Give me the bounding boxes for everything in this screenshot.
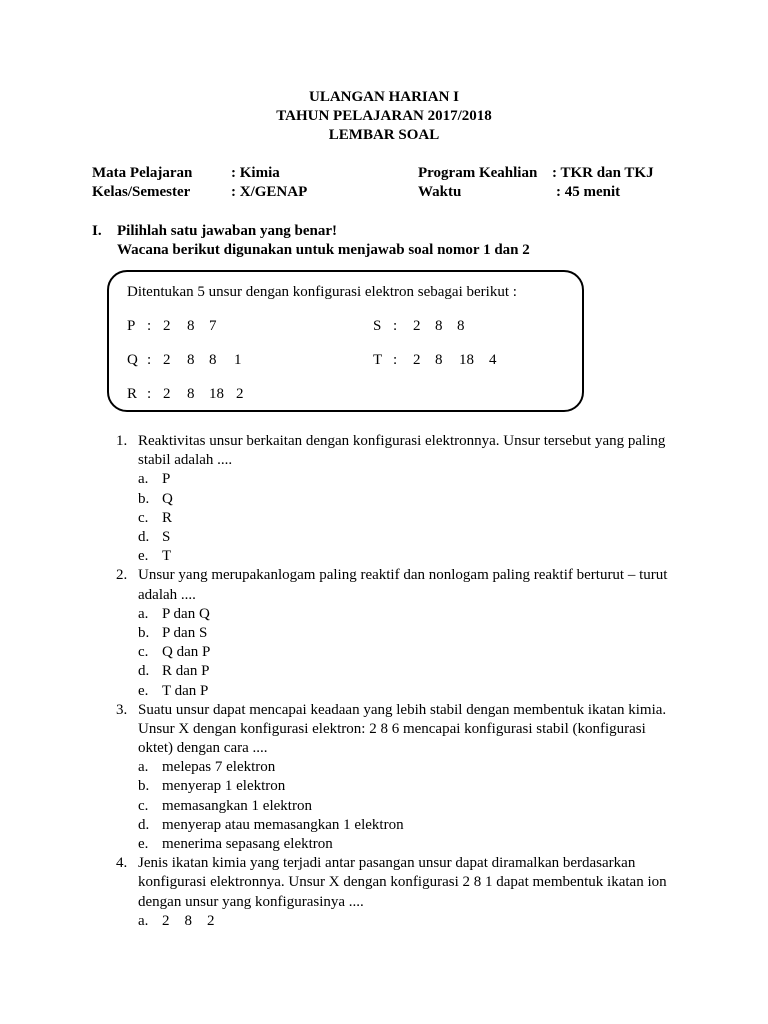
config-value: 8 <box>435 318 443 334</box>
option-letter: b. <box>138 490 150 507</box>
exam-title: ULANGAN HARIAN I <box>308 89 459 105</box>
answer-option[interactable] <box>138 528 676 547</box>
option-letter: d. <box>138 816 150 833</box>
question-number: 2. <box>116 567 128 584</box>
config-value: 7 <box>209 318 217 334</box>
passage-box <box>107 270 584 412</box>
option-text: R dan P <box>162 663 210 680</box>
config-value: 4 <box>489 352 497 368</box>
answer-option[interactable] <box>138 797 676 816</box>
option-text: memasangkan 1 elektron <box>162 797 312 814</box>
option-text: 2 8 2 <box>162 912 215 929</box>
answer-option[interactable] <box>138 912 676 931</box>
element-symbol: T <box>373 352 383 368</box>
program-label: Program Keahlian <box>418 165 538 181</box>
option-letter: a. <box>138 605 149 622</box>
answer-option[interactable] <box>138 662 676 681</box>
option-text: P <box>162 471 171 488</box>
option-text: menyerap atau memasangkan 1 elektron <box>162 816 404 833</box>
academic-year: TAHUN PELAJARAN 2017/2018 <box>276 108 492 124</box>
config-value: 2 <box>236 386 244 402</box>
subject-label: Mata Pelajaran <box>92 165 193 181</box>
time-value: : 45 menit <box>556 184 621 200</box>
config-value: 8 <box>187 386 195 402</box>
element-symbol: P <box>127 318 136 334</box>
option-letter: b. <box>138 624 150 641</box>
config-value: 8 <box>457 318 465 334</box>
program-value: : TKR dan TKJ <box>552 165 654 181</box>
config-value: 2 <box>163 318 171 334</box>
option-letter: c. <box>138 509 149 526</box>
option-text: menerima sepasang elektron <box>162 836 333 853</box>
option-letter: e. <box>138 548 149 565</box>
option-text: Q dan P <box>162 644 211 661</box>
class-label: Kelas/Semester <box>92 184 191 200</box>
option-letter: d. <box>138 528 150 545</box>
option-letter: a. <box>138 471 149 488</box>
section-number: I. <box>92 223 102 239</box>
element-symbol: S <box>373 318 382 334</box>
question-4 <box>116 854 676 931</box>
option-text: melepas 7 elektron <box>162 759 276 776</box>
answer-option[interactable] <box>138 605 676 624</box>
config-value: 8 <box>435 352 443 368</box>
answer-option[interactable] <box>138 509 676 528</box>
question-text: Suatu unsur dapat mencapai keadaan yang lebih stabil dengan membentuk ikatan kimia. Unsur X dengan konfigurasi elektron: 2 8 6 mencapai konfigurasi stabil (konfigurasi oktet) dengan cara .... <box>138 701 667 757</box>
option-text: P dan S <box>162 624 208 641</box>
answer-option[interactable] <box>138 682 676 701</box>
element-sep: : <box>393 318 398 334</box>
class-value: : X/GENAP <box>231 184 308 200</box>
config-value: 2 <box>413 318 421 334</box>
config-value: 1 <box>234 352 242 368</box>
option-letter: c. <box>138 644 149 661</box>
element-symbol: R <box>127 386 138 402</box>
time-label: Waktu <box>418 184 462 200</box>
answer-option[interactable] <box>138 624 676 643</box>
option-text: Q <box>162 490 173 507</box>
config-value: 2 <box>413 352 421 368</box>
passage-intro: Ditentukan 5 unsur dengan konfigurasi elektron sebagai berikut : <box>127 284 517 300</box>
config-value: 2 <box>163 386 171 402</box>
config-value: 18 <box>209 386 224 402</box>
option-text: P dan Q <box>162 605 210 622</box>
option-letter: c. <box>138 797 149 814</box>
question-number: 1. <box>116 433 128 449</box>
element-symbol: Q <box>127 352 138 368</box>
config-value: 18 <box>459 352 474 368</box>
question-list <box>116 432 676 931</box>
element-sep: : <box>147 352 152 368</box>
answer-option[interactable] <box>138 490 676 509</box>
question-2 <box>116 566 676 700</box>
element-sep: : <box>147 318 152 334</box>
answer-option[interactable] <box>138 816 676 835</box>
option-text: R <box>162 509 173 526</box>
answer-option[interactable] <box>138 835 676 854</box>
subject-value: : Kimia <box>231 165 280 181</box>
config-value: 8 <box>187 352 195 368</box>
answer-option[interactable] <box>138 777 676 796</box>
option-letter: d. <box>138 663 150 680</box>
meta-row-2 <box>92 183 692 202</box>
config-value: 8 <box>187 318 195 334</box>
answer-option[interactable] <box>138 643 676 662</box>
question-text: Jenis ikatan kimia yang terjadi antar pasangan unsur dapat diramalkan berdasarkan konfigurasi elektronnya. Unsur X dengan konfigurasi 2 8 1 dapat membentuk ikatan ion dengan unsur yang konfigurasinya .... <box>138 855 667 910</box>
option-text: S <box>162 528 171 545</box>
question-1 <box>116 432 676 566</box>
question-3 <box>116 701 676 855</box>
meta-row-1 <box>92 164 692 183</box>
question-text: Reaktivitas unsur berkaitan dengan konfigurasi elektronnya. Unsur tersebut yang paling stabil adalah .... <box>138 433 666 469</box>
answer-option[interactable] <box>138 758 676 777</box>
option-letter: a. <box>138 912 149 929</box>
element-sep: : <box>393 352 398 368</box>
option-letter: a. <box>138 759 149 776</box>
option-letter: b. <box>138 778 150 795</box>
option-text: T <box>162 548 172 565</box>
option-letter: e. <box>138 836 149 853</box>
option-letter: e. <box>138 682 149 699</box>
config-value: 2 <box>163 352 171 368</box>
answer-option[interactable] <box>138 547 676 566</box>
element-sep: : <box>147 386 152 402</box>
answer-option[interactable] <box>138 470 676 489</box>
exam-meta <box>92 164 692 202</box>
option-text: menyerap 1 elektron <box>162 778 286 795</box>
section-instruction: Pilihlah satu jawaban yang benar! <box>117 223 338 239</box>
sheet-title: LEMBAR SOAL <box>328 127 440 143</box>
passage-note: Wacana berikut digunakan untuk menjawab soal nomor 1 dan 2 <box>117 242 530 258</box>
question-number: 3. <box>116 701 128 718</box>
question-number: 4. <box>116 855 128 872</box>
config-value: 8 <box>209 352 217 368</box>
option-text: T dan P <box>162 682 209 699</box>
document-header <box>0 88 768 145</box>
question-text: Unsur yang merupakanlogam paling reaktif dan nonlogam paling reaktif berturut – turut adalah .... <box>138 567 668 603</box>
